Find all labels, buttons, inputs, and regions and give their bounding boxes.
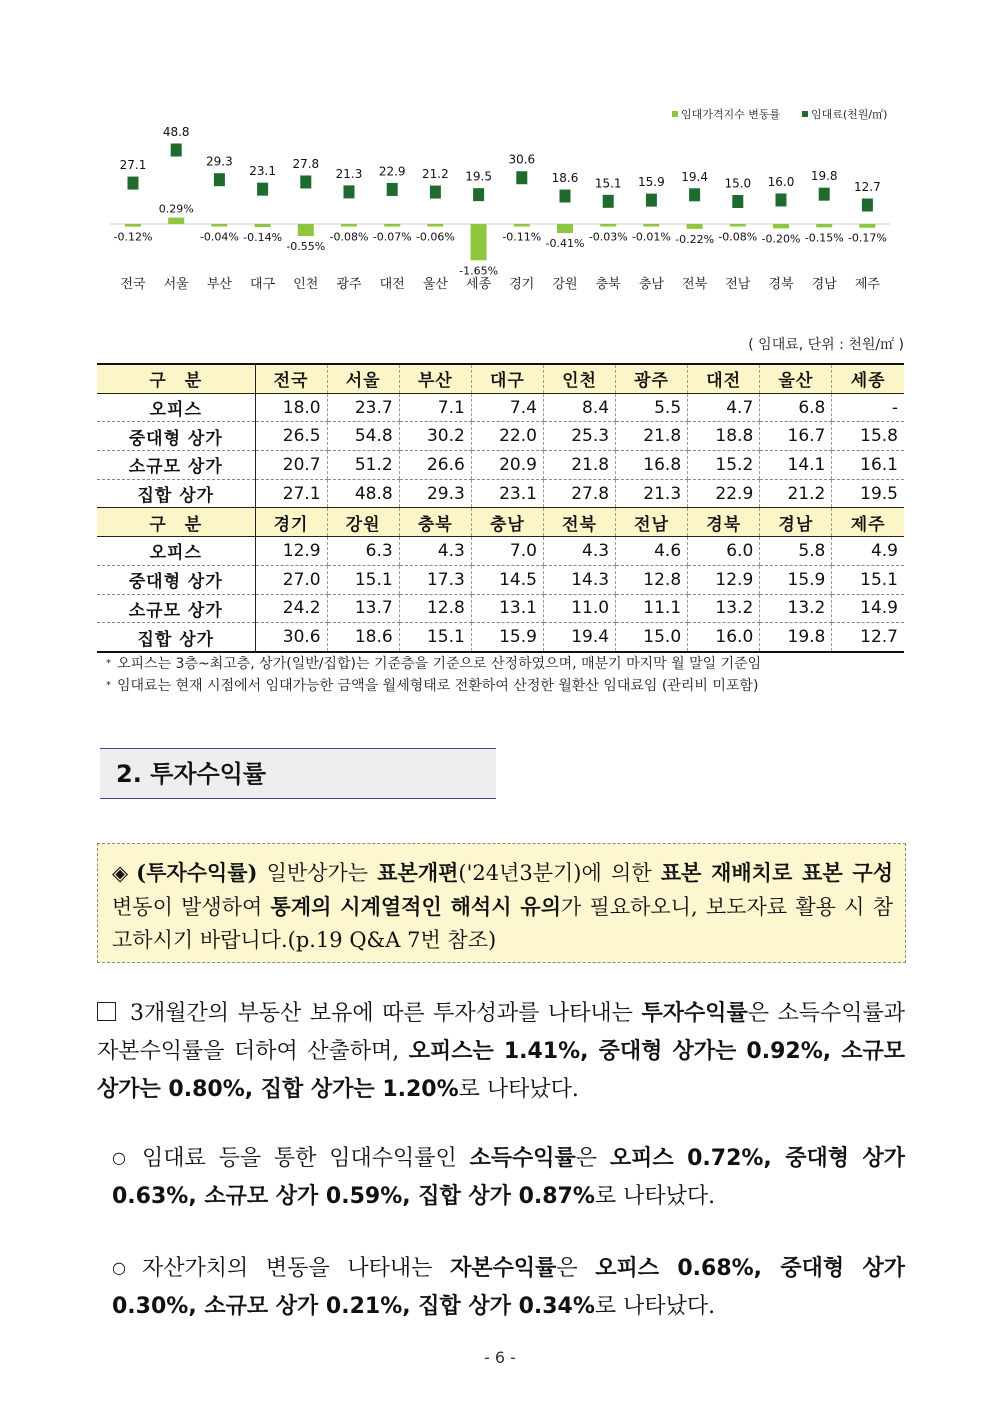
table-cell: 12.9 xyxy=(688,565,760,594)
text-run: 변동이 발생하여 xyxy=(112,895,271,919)
change-bar xyxy=(816,224,832,227)
table-cell: 15.1 xyxy=(327,565,399,594)
change-label: -1.65% xyxy=(459,264,499,278)
table-cell: 전북 xyxy=(543,508,615,537)
square-bullet-icon xyxy=(97,1002,116,1021)
table-cell: 19.5 xyxy=(832,479,904,508)
paragraph-3-text xyxy=(112,1256,905,1319)
table-cell: 인천 xyxy=(543,364,615,393)
table-cell: 27.0 xyxy=(255,565,327,594)
rent-marker xyxy=(732,195,743,208)
change-bar xyxy=(384,224,400,227)
table-cell: 경남 xyxy=(760,508,832,537)
rent-marker xyxy=(344,185,355,198)
table-cell: 6.8 xyxy=(760,393,832,422)
bold-text: 통계의 시계열적인 해석시 유의 xyxy=(270,894,561,919)
paragraph-2-text xyxy=(112,1146,905,1209)
rent-label: 18.6 xyxy=(551,171,579,186)
table-cell: 12.8 xyxy=(616,565,688,594)
change-label: -0.55% xyxy=(286,240,326,254)
bold-text: 표본 재배치로 표본 구성 xyxy=(660,860,894,885)
table-cell: 14.5 xyxy=(471,565,543,594)
table-cell: 15.2 xyxy=(688,451,760,480)
table-cell: 광주 xyxy=(616,364,688,393)
text-run: 로 나타났다. xyxy=(594,1294,716,1319)
table-cell: 16.0 xyxy=(688,623,760,652)
paragraph-income-return xyxy=(112,1139,905,1216)
rent-marker xyxy=(603,195,614,208)
table-cell: 울산 xyxy=(760,364,832,393)
rent-label: 15.1 xyxy=(594,176,622,191)
table-cell: 부산 xyxy=(399,364,471,393)
category-label: 제주 xyxy=(854,277,880,292)
table-cell: 강원 xyxy=(327,508,399,537)
change-label: 0.29% xyxy=(158,202,194,216)
rent-marker xyxy=(257,183,268,196)
rent-label: 15.9 xyxy=(638,175,665,190)
change-bar xyxy=(168,218,184,224)
change-label: -0.01% xyxy=(631,230,671,244)
category-label: 충남 xyxy=(638,277,664,292)
change-label: -0.15% xyxy=(804,231,844,245)
rent-marker xyxy=(689,188,700,201)
text-run: 일반상가는 xyxy=(257,861,378,885)
table-cell: 16.8 xyxy=(616,451,688,480)
table-cell: 5.8 xyxy=(760,537,832,566)
category-label: 전남 xyxy=(725,277,751,292)
category-label: 대전 xyxy=(379,277,405,292)
footnote-1: * 오피스는 3층~최고층, 상가(일반/집합)는 기준층을 기준으로 산정하였으며, 매분기 마지막 월 말일 기준임 xyxy=(106,656,762,672)
table-cell: 15.1 xyxy=(399,623,471,652)
table-row xyxy=(97,451,904,480)
change-label: -0.20% xyxy=(761,232,801,246)
table-cell: 19.4 xyxy=(543,623,615,652)
rent-marker xyxy=(214,173,225,186)
table-cell: 제주 xyxy=(832,508,904,537)
change-bar xyxy=(471,224,487,260)
table-cell: 경기 xyxy=(255,508,327,537)
table-cell: 4.6 xyxy=(616,537,688,566)
table-cell: 21.2 xyxy=(760,479,832,508)
rent-marker xyxy=(862,199,873,212)
category-label: 경북 xyxy=(768,277,794,292)
change-label: -0.41% xyxy=(545,237,585,251)
row-label: 중대형 상가 xyxy=(97,422,255,451)
table-cell: 11.1 xyxy=(616,594,688,623)
change-bar xyxy=(255,224,271,227)
legend-swatch-change xyxy=(672,111,678,117)
change-label: -0.17% xyxy=(847,231,887,245)
legend-label-change: 임대가격지수 변동률 xyxy=(681,108,781,121)
table-cell: 대구 xyxy=(471,364,543,393)
category-label: 강원 xyxy=(552,277,578,292)
table-row xyxy=(97,565,904,594)
table-cell: 23.1 xyxy=(471,479,543,508)
chart-legend xyxy=(672,107,887,121)
bold-text: 오피스 0.72%, 중대형 상가 0.63%, 소규모 상가 0.59%, 집합 상가 0.87% xyxy=(112,1146,906,1209)
table-cell: 충남 xyxy=(471,508,543,537)
table-cell: 51.2 xyxy=(327,451,399,480)
rent-label: 12.7 xyxy=(854,180,881,194)
table-cell: 6.0 xyxy=(688,537,760,566)
table-header-row xyxy=(97,508,904,537)
table-cell: 12.7 xyxy=(832,623,904,652)
table-row xyxy=(97,479,904,508)
table-row xyxy=(97,422,904,451)
change-label: -0.11% xyxy=(502,230,542,244)
change-label: -0.22% xyxy=(675,232,715,246)
text-run: 가 필요하오니, 보도자료 활용 시 참고하시기 바랍니다.(p.19 Q&A 7번 참조) xyxy=(112,895,893,952)
table-cell: 30.6 xyxy=(255,623,327,652)
table-cell: 18.6 xyxy=(327,623,399,652)
rent-marker xyxy=(171,144,182,157)
paragraph-1-text xyxy=(97,1001,905,1102)
table-cell: 26.5 xyxy=(255,422,327,451)
table-cell: 14.1 xyxy=(760,451,832,480)
rent-marker xyxy=(560,190,571,203)
category-label: 대구 xyxy=(250,277,276,292)
table-cell: 7.4 xyxy=(471,393,543,422)
rent-label: 19.8 xyxy=(810,169,838,184)
table-cell: 20.9 xyxy=(471,451,543,480)
change-bar xyxy=(643,224,659,227)
rent-label: 22.9 xyxy=(378,164,406,179)
table-cell: 27.8 xyxy=(543,479,615,508)
rent-label: 21.3 xyxy=(335,166,363,181)
category-label: 충북 xyxy=(595,277,621,292)
table-cell: 13.1 xyxy=(471,594,543,623)
rent-marker xyxy=(128,177,139,190)
category-label: 부산 xyxy=(206,277,232,292)
change-bar xyxy=(427,224,443,227)
bold-text: 오피스 0.68%, 중대형 상가 0.30%, 소규모 상가 0.21%, 집합 상가 0.34% xyxy=(112,1256,905,1319)
table-cell: 23.7 xyxy=(327,393,399,422)
notice-box xyxy=(97,843,906,963)
table-cell: 22.0 xyxy=(471,422,543,451)
table-cell: 30.2 xyxy=(399,422,471,451)
row-label: 구 분 xyxy=(97,364,255,393)
bold-text: 표본개편 xyxy=(377,860,459,885)
rent-marker xyxy=(387,183,398,196)
rent-marker xyxy=(776,193,787,206)
table-cell: 15.9 xyxy=(760,565,832,594)
table-cell: 전국 xyxy=(255,364,327,393)
paragraph-investment-return xyxy=(97,995,905,1109)
category-label: 울산 xyxy=(422,277,448,292)
text-run: 로 나타났다. xyxy=(458,1077,579,1102)
change-bar xyxy=(514,224,530,227)
section-title: 2. 투자수익률 xyxy=(100,748,496,799)
table-header-row xyxy=(97,364,904,393)
notice-text xyxy=(112,861,893,952)
category-label: 전국 xyxy=(120,277,146,292)
category-label: 세종 xyxy=(466,277,492,292)
unit-note: ( 임대료, 단위 : 천원/㎡ ) xyxy=(748,337,904,353)
table-cell: 대전 xyxy=(688,364,760,393)
change-bar xyxy=(687,224,703,229)
table-cell: 29.3 xyxy=(399,479,471,508)
table-row xyxy=(97,537,904,566)
row-label: 소규모 상가 xyxy=(97,451,255,480)
rent-marker xyxy=(646,194,657,207)
rent-label: 27.1 xyxy=(119,158,147,173)
category-label: 전북 xyxy=(682,277,708,292)
bold-text: (투자수익률) xyxy=(136,860,258,885)
change-bar xyxy=(298,224,314,236)
table-cell: 13.2 xyxy=(760,594,832,623)
row-label: 구 분 xyxy=(97,508,255,537)
change-bar xyxy=(557,224,573,233)
rent-marker xyxy=(300,175,311,188)
text-run: ('24년3분기)에 의한 xyxy=(458,861,661,885)
row-label: 소규모 상가 xyxy=(97,594,255,623)
table-cell: 21.3 xyxy=(616,479,688,508)
rent-label: 16.0 xyxy=(767,174,795,189)
table-cell: 14.3 xyxy=(543,565,615,594)
table-cell: 21.8 xyxy=(616,422,688,451)
table-cell: 20.7 xyxy=(255,451,327,480)
rent-label: 19.4 xyxy=(681,169,708,184)
change-label: -0.14% xyxy=(243,231,283,245)
rent-marker xyxy=(819,188,830,201)
rent-label: 29.3 xyxy=(206,154,233,169)
rent-marker xyxy=(430,186,441,199)
table-cell: 6.3 xyxy=(327,537,399,566)
rent-label: 21.2 xyxy=(422,167,449,182)
table-cell: 19.8 xyxy=(760,623,832,652)
table-cell: 25.3 xyxy=(543,422,615,451)
table-cell: 18.8 xyxy=(688,422,760,451)
table-cell: 7.1 xyxy=(399,393,471,422)
table-row xyxy=(97,623,904,652)
table-cell: 21.8 xyxy=(543,451,615,480)
page-number: - 6 - xyxy=(484,1348,516,1367)
table-cell: 12.9 xyxy=(255,537,327,566)
row-label: 집합 상가 xyxy=(97,623,255,652)
category-label: 서울 xyxy=(163,277,189,292)
change-bar xyxy=(600,224,616,227)
change-label: -0.04% xyxy=(199,230,239,244)
text-run: 은 xyxy=(575,1146,610,1171)
text-run: 3개월간의 부동산 보유에 따른 투자성과를 나타내는 xyxy=(130,1001,642,1026)
table-cell: 16.1 xyxy=(832,451,904,480)
change-bar xyxy=(211,224,227,227)
table-cell: 5.5 xyxy=(616,393,688,422)
rent-marker xyxy=(473,188,484,201)
table-cell: 15.1 xyxy=(832,565,904,594)
text-run: 은 소득수익률과 자본수익률을 더하여 산출하며, xyxy=(97,1001,905,1064)
table-cell: 충북 xyxy=(399,508,471,537)
text-run: 임대료 등을 통한 임대수익률인 xyxy=(142,1146,470,1171)
paragraph-capital-return xyxy=(112,1249,905,1326)
text-run: 자산가치의 변동을 나타내는 xyxy=(142,1256,451,1281)
table-cell: 4.3 xyxy=(399,537,471,566)
rent-label: 30.6 xyxy=(508,152,536,167)
table-cell: 서울 xyxy=(327,364,399,393)
table-cell: 15.8 xyxy=(832,422,904,451)
change-label: -0.06% xyxy=(415,230,455,244)
table-cell: 12.8 xyxy=(399,594,471,623)
category-label: 경남 xyxy=(811,277,837,292)
table-cell: 13.2 xyxy=(688,594,760,623)
text-run: 로 나타났다. xyxy=(594,1184,716,1209)
table-cell: 전남 xyxy=(616,508,688,537)
change-label: -0.08% xyxy=(718,230,758,244)
legend-label-rent: 임대료(천원/㎡) xyxy=(811,108,888,121)
table-cell: 48.8 xyxy=(327,479,399,508)
change-label: -0.08% xyxy=(329,230,369,244)
table-cell: 15.9 xyxy=(471,623,543,652)
table-cell: 7.0 xyxy=(471,537,543,566)
table-cell: 14.9 xyxy=(832,594,904,623)
bold-text: 소득수익률 xyxy=(469,1146,576,1171)
table-row xyxy=(97,594,904,623)
table-cell: 세종 xyxy=(832,364,904,393)
table-cell: 4.9 xyxy=(832,537,904,566)
rent-label: 19.5 xyxy=(465,169,492,184)
change-label: -0.03% xyxy=(588,230,628,244)
table-cell: 4.3 xyxy=(543,537,615,566)
bold-text: 투자수익률 xyxy=(641,1001,748,1026)
bold-text: 자본수익률 xyxy=(450,1256,557,1281)
table-cell: 24.2 xyxy=(255,594,327,623)
change-bar xyxy=(859,224,875,228)
table-cell: - xyxy=(832,393,904,422)
row-label: 오피스 xyxy=(97,393,255,422)
change-label: -0.07% xyxy=(372,230,412,244)
table-cell: 경북 xyxy=(688,508,760,537)
change-bar xyxy=(773,224,789,228)
change-bar xyxy=(730,224,746,227)
rent-label: 23.1 xyxy=(249,164,276,179)
circle-bullet-icon: ○ xyxy=(112,1258,126,1277)
change-bar xyxy=(341,224,357,227)
table-cell: 54.8 xyxy=(327,422,399,451)
change-label: -0.12% xyxy=(113,230,153,244)
table-cell: 13.7 xyxy=(327,594,399,623)
table-cell: 17.3 xyxy=(399,565,471,594)
legend-swatch-rent xyxy=(802,111,808,117)
table-cell: 11.0 xyxy=(543,594,615,623)
footnote-2: * 임대료는 현재 시점에서 임대가능한 금액을 월세형태로 전환하여 산정한 월환산 임대료임 (관리비 미포함) xyxy=(106,678,759,694)
table-cell: 26.6 xyxy=(399,451,471,480)
rent-label: 48.8 xyxy=(162,125,190,139)
change-bar xyxy=(125,224,141,227)
diamond-bullet-icon: ◈ xyxy=(112,861,129,885)
table-cell: 8.4 xyxy=(543,393,615,422)
table-cell: 27.1 xyxy=(255,479,327,508)
rent-table xyxy=(97,363,904,653)
rent-label: 27.8 xyxy=(292,156,320,171)
table-cell: 4.7 xyxy=(688,393,760,422)
text-run: 은 xyxy=(556,1256,596,1281)
rent-label: 15.0 xyxy=(724,176,752,191)
table-cell: 16.7 xyxy=(760,422,832,451)
bold-text: 오피스는 1.41%, 중대형 상가는 0.92%, 소규모 상가는 0.80%, 집합 상가는 1.20% xyxy=(97,1039,906,1102)
table-cell: 15.0 xyxy=(616,623,688,652)
table-cell: 22.9 xyxy=(688,479,760,508)
circle-bullet-icon: ○ xyxy=(112,1148,126,1167)
row-label: 중대형 상가 xyxy=(97,565,255,594)
rent-chart xyxy=(100,100,900,300)
category-label: 경기 xyxy=(509,277,535,292)
table-cell: 18.0 xyxy=(255,393,327,422)
row-label: 오피스 xyxy=(97,537,255,566)
table-row xyxy=(97,393,904,422)
rent-marker xyxy=(516,171,527,184)
category-label: 광주 xyxy=(336,277,362,292)
row-label: 집합 상가 xyxy=(97,479,255,508)
category-label: 인천 xyxy=(293,277,319,292)
